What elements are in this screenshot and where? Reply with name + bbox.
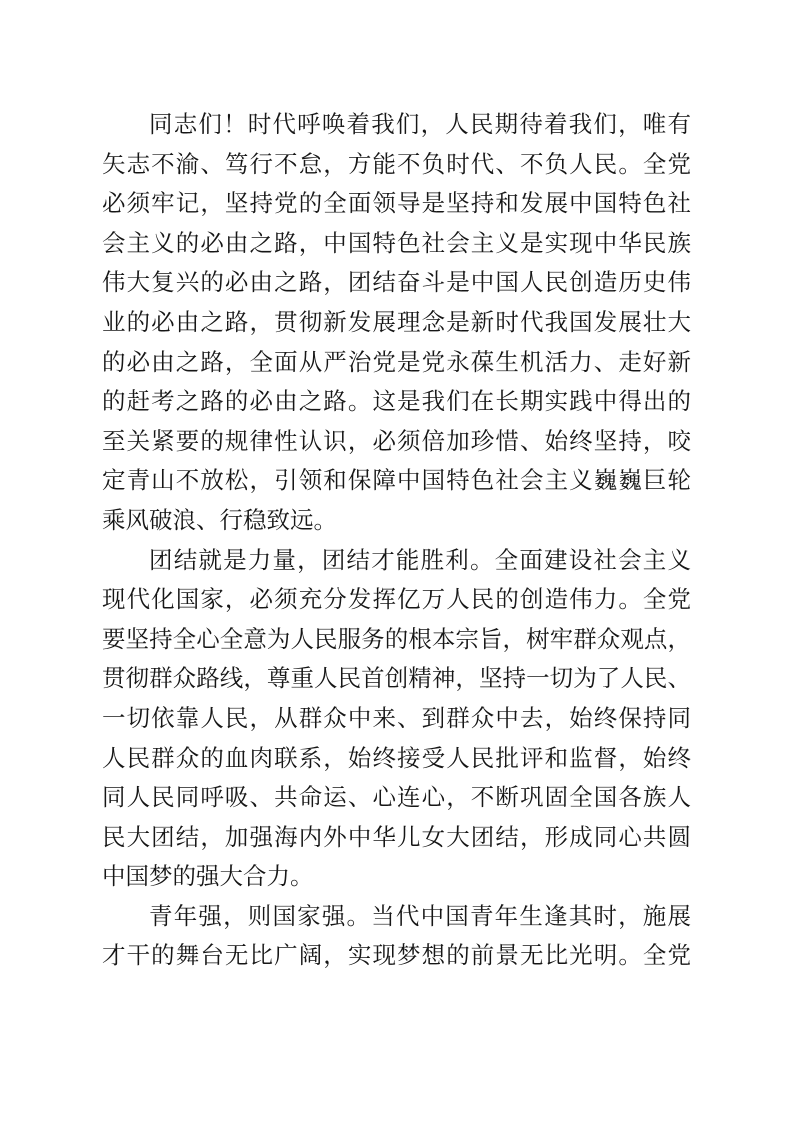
text-line: 要坚持全心全意为人民服务的根本宗旨，树牢群众观点， — [102, 626, 691, 653]
text-line: 的必由之路，全面从严治党是党永葆生机活力、走好新 — [102, 349, 691, 376]
text-line: 青年强，则国家强。当代中国青年生逢其时，施展 — [149, 903, 691, 930]
text-line: 现代化国家，必须充分发挥亿万人民的创造伟力。全党 — [102, 587, 691, 614]
paragraph — [102, 898, 691, 977]
text-line: 团结就是力量，团结才能胜利。全面建设社会主义 — [149, 547, 691, 574]
text-line: 定青山不放松，引领和保障中国特色社会主义巍巍巨轮 — [102, 468, 691, 495]
text-line: 同人民同呼吸、共命运、心连心，不断巩固全国各族人 — [102, 785, 691, 812]
text-line: 中国梦的强大合力。 — [102, 864, 314, 891]
text-line: 矢志不渝、笃行不怠，方能不负时代、不负人民。全党 — [102, 151, 691, 178]
text-line: 的赶考之路的必由之路。这是我们在长期实践中得出的 — [102, 389, 691, 416]
text-line: 乘风破浪、行稳致远。 — [102, 507, 337, 534]
text-line: 同志们！时代呼唤着我们，人民期待着我们，唯有 — [149, 112, 691, 138]
text-line: 才干的舞台无比广阔，实现梦想的前景无比光明。全党 — [102, 943, 691, 970]
text-line: 业的必由之路，贯彻新发展理念是新时代我国发展壮大 — [102, 309, 691, 336]
text-line: 民大团结，加强海内外中华儿女大团结，形成同心共圆 — [102, 824, 691, 851]
text-block — [102, 106, 691, 977]
paragraph — [102, 542, 691, 898]
text-line: 贯彻群众路线，尊重人民首创精神，坚持一切为了人民、 — [102, 666, 691, 693]
text-line: 一切依靠人民，从群众中来、到群众中去，始终保持同 — [102, 705, 691, 732]
text-line: 至关紧要的规律性认识，必须倍加珍惜、始终坚持，咬 — [102, 428, 691, 455]
text-line: 伟大复兴的必由之路，团结奋斗是中国人民创造历史伟 — [102, 270, 691, 297]
text-line: 人民群众的血肉联系，始终接受人民批评和监督，始终 — [102, 745, 691, 772]
text-line: 会主义的必由之路，中国特色社会主义是实现中华民族 — [102, 230, 691, 257]
paragraph — [102, 106, 691, 542]
text-line: 必须牢记，坚持党的全面领导是坚持和发展中国特色社 — [102, 191, 691, 218]
